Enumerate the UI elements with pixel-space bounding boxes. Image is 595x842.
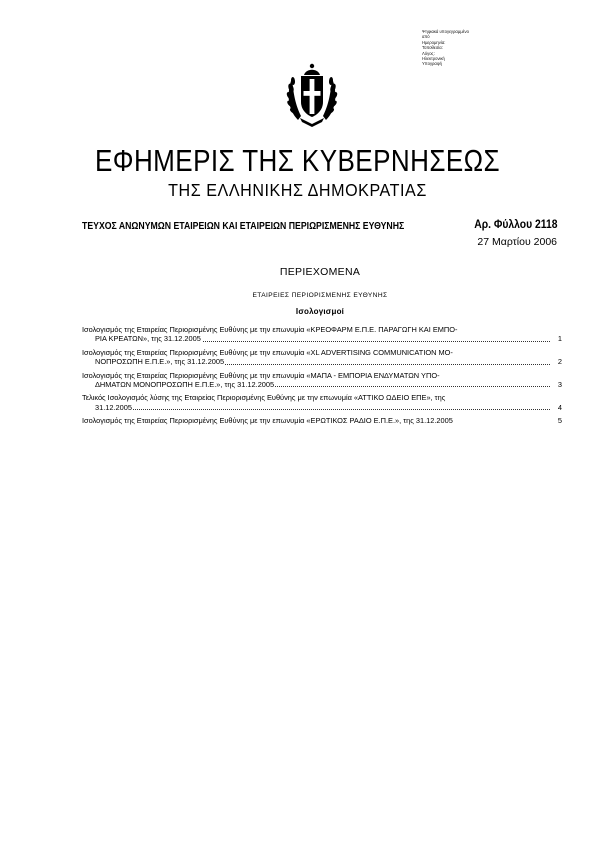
toc-entry-text: ΔΗΜΑΤΩΝ ΜΟΝΟΠΡΟΣΩΠΗ Ε.Π.Ε.», της 31.12.2005 (95, 380, 275, 390)
toc-page-number: 4 (557, 402, 562, 412)
table-of-contents (82, 325, 562, 430)
signature-line: από (422, 34, 430, 40)
sheet-number-label: Αρ. Φύλλου (473, 219, 532, 231)
gazette-title: ΕΦΗΜΕΡΙΣ ΤΗΣ ΚΥΒΕΡΝΗΣΕΩΣ (94, 143, 501, 178)
contents-title: ΠΕΡΙΕΧΟΜΕΝΑ (279, 266, 361, 278)
toc-page-number: 3 (557, 380, 562, 390)
toc-entry-text: 31.12.2005 (95, 402, 132, 412)
signature-line: Τοποθεσία: (422, 45, 443, 51)
toc-entry[interactable] (82, 371, 562, 390)
toc-entry-text: Τελικός Ισολογισμός λύσης της Εταιρείας Περιορισμένης Ευθύνης με την επωνυμία «ΑΤΤΙΚΟ ΩΔΕΙΟ ΕΠΕ», της (82, 393, 446, 403)
leader-dots (95, 409, 550, 410)
sheet-number-line (474, 219, 557, 231)
signature-line: Ηλεκτρονική (422, 56, 445, 62)
toc-entry-text: ΝΟΠΡΟΣΩΠΗ Ε.Π.Ε.», της 31.12.2005 (95, 357, 225, 367)
toc-entry[interactable] (82, 416, 562, 425)
toc-entry[interactable] (82, 393, 562, 412)
section-title: ΕΤΑΙΡΕΙΕΣ ΠΕΡΙΟΡΙΣΜΕΝΗΣ ΕΥΘΥΝΗΣ (252, 292, 388, 299)
greek-coat-of-arms-icon (284, 58, 340, 130)
gazette-subtitle: ΤΗΣ ΕΛΛΗΝΙΚΗΣ ΔΗΜΟΚΡΑΤΙΑΣ (168, 180, 427, 200)
sheet-number: 2118 (534, 219, 557, 231)
signature-line: Ημερομηνία: (422, 39, 446, 45)
signature-line: Υπογραφή (422, 61, 442, 67)
toc-entry-text: Ισολογισμός της Εταιρείας Περιορισμένης Ευθύνης με την επωνυμία «ΚΡΕΟΦΑΡΜ Ε.Π.Ε. ΠΑΡΑΓΩΓΗ ΚΑΙ ΕΜΠΟ- (82, 325, 458, 334)
issue-type: ΤΕΥΧΟΣ ΑΝΩΝΥΜΩΝ ΕΤΑΙΡΕΙΩΝ ΚΑΙ ΕΤΑΙΡΕΙΩΝ ΠΕΡΙΩΡΙΣΜΕΝΗΣ ΕΥΘΥΝΗΣ (82, 221, 405, 232)
toc-entry[interactable] (82, 325, 562, 344)
toc-page-number: 5 (557, 416, 562, 426)
issue-date: 27 Μαρτίου 2006 (477, 236, 557, 248)
subsection-title: Ισολογισμοί (295, 307, 345, 316)
digital-signature-stamp (422, 29, 484, 67)
signature-line: Λόγος: (422, 50, 435, 56)
toc-entry[interactable] (82, 348, 562, 367)
signature-line: Ψηφιακά υπογεγραμμένο (422, 29, 469, 34)
toc-entry-text: Ισολογισμός της Εταιρείας Περιορισμένης Ευθύνης με την επωνυμία «XL ADVERTISING COMMUNICATION ΜΟ- (82, 347, 453, 357)
toc-page-number: 1 (557, 334, 562, 344)
toc-entry-text: Ισολογισμός της Εταιρείας Περιορισμένης Ευθύνης με την επωνυμία «ΜΑΠΑ - ΕΜΠΟΡΙΑ ΕΝΔΥΜΑΤΩΝ ΥΠΟ- (82, 370, 440, 380)
toc-entry-text: ΡΙΑ ΚΡΕΑΤΩΝ», της 31.12.2005 (95, 334, 201, 344)
toc-entry-text: Ισολογισμός της Εταιρείας Περιορισμένης Ευθύνης με την επωνυμία «ΕΡΩΤΙΚΟΣ ΡΑΔΙΟ Ε.Π.Ε.», της 31.12.2005 (82, 416, 453, 426)
toc-page-number: 2 (557, 357, 562, 367)
